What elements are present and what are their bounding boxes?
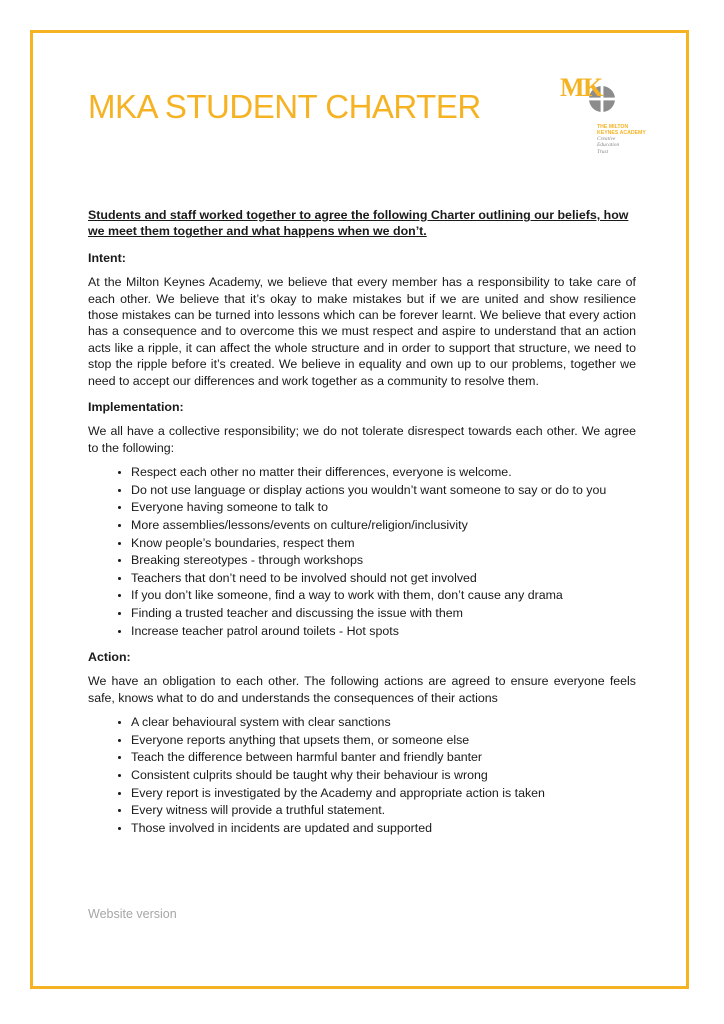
list-item: • Those involved in incidents are updated and supported <box>131 820 636 836</box>
list-item: • More assemblies/lessons/events on culture/religion/inclusivity <box>131 517 636 533</box>
charter-body <box>88 207 636 844</box>
action-list <box>88 714 636 836</box>
list-item: • Increase teacher patrol around toilets - Hot spots <box>131 623 636 639</box>
footer-note: Website version <box>88 907 177 921</box>
list-item: • Everyone reports anything that upsets them, or someone else <box>131 732 636 748</box>
list-item: • Every witness will provide a truthful statement. <box>131 802 636 818</box>
logo-mark-icon <box>560 72 620 124</box>
logo-name: THE MILTON KEYNES ACADEMY <box>597 124 646 136</box>
list-item: • Teach the difference between harmful banter and friendly banter <box>131 749 636 765</box>
logo-tagline: Creative Education Trust <box>597 136 620 155</box>
list-item: • Respect each other no matter their differences, everyone is welcome. <box>131 464 636 480</box>
list-item: • Teachers that don’t need to be involved should not get involved <box>131 570 636 586</box>
action-heading: Action: <box>88 649 131 664</box>
action-text: We have an obligation to each other. The following actions are agreed to ensure everyone feels safe, knows what to do and understands the consequences of their actions <box>88 674 636 705</box>
list-item: • Consistent culprits should be taught why their behaviour is wrong <box>131 767 636 783</box>
intent-text: At the Milton Keynes Academy, we believe that every member has a responsibility to take care of each other. We believe that it’s okay to make mistakes but if we are united and show resilience those mistakes can be turned into lessons which can be forever learnt. We believe that every action has a consequence and to overcome this we must respect and aspire to understand that an action acts like a ripple, it can affect the whole structure and in order to support that structure, we need to stop the ripple before it’s created. We believe in equality and own up to our problems, together we need to accept our differences and work together as a community to resolve them. <box>88 275 636 388</box>
intent-heading: Intent: <box>88 250 126 265</box>
logo-letters: M <box>560 73 585 102</box>
list-item: • Everyone having someone to talk to <box>131 499 636 515</box>
implementation-list <box>88 464 636 639</box>
list-item: • A clear behavioural system with clear sanctions <box>131 714 636 730</box>
list-item: • Breaking stereotypes - through workshops <box>131 552 636 568</box>
page-title: MKA STUDENT CHARTER <box>88 88 481 125</box>
implementation-heading: Implementation: <box>88 400 184 415</box>
lead-statement: Students and staff worked together to agree the following Charter outlining our beliefs, how we meet them together and what happens when we don’t. <box>88 208 629 239</box>
implementation-text: We all have a collective responsibility; we do not tolerate disrespect towards each other. We agree to the following: <box>88 424 636 455</box>
list-item: • Know people’s boundaries, respect them <box>131 535 636 551</box>
list-item: • If you don’t like someone, find a way to work with them, don’t cause any drama <box>131 587 636 603</box>
list-item: • Do not use language or display actions you wouldn’t want someone to say or do to you <box>131 482 636 498</box>
academy-logo <box>560 72 670 172</box>
svg-text:K: K <box>583 73 604 102</box>
list-item: • Every report is investigated by the Academy and appropriate action is taken <box>131 785 636 801</box>
list-item: • Finding a trusted teacher and discussing the issue with them <box>131 605 636 621</box>
